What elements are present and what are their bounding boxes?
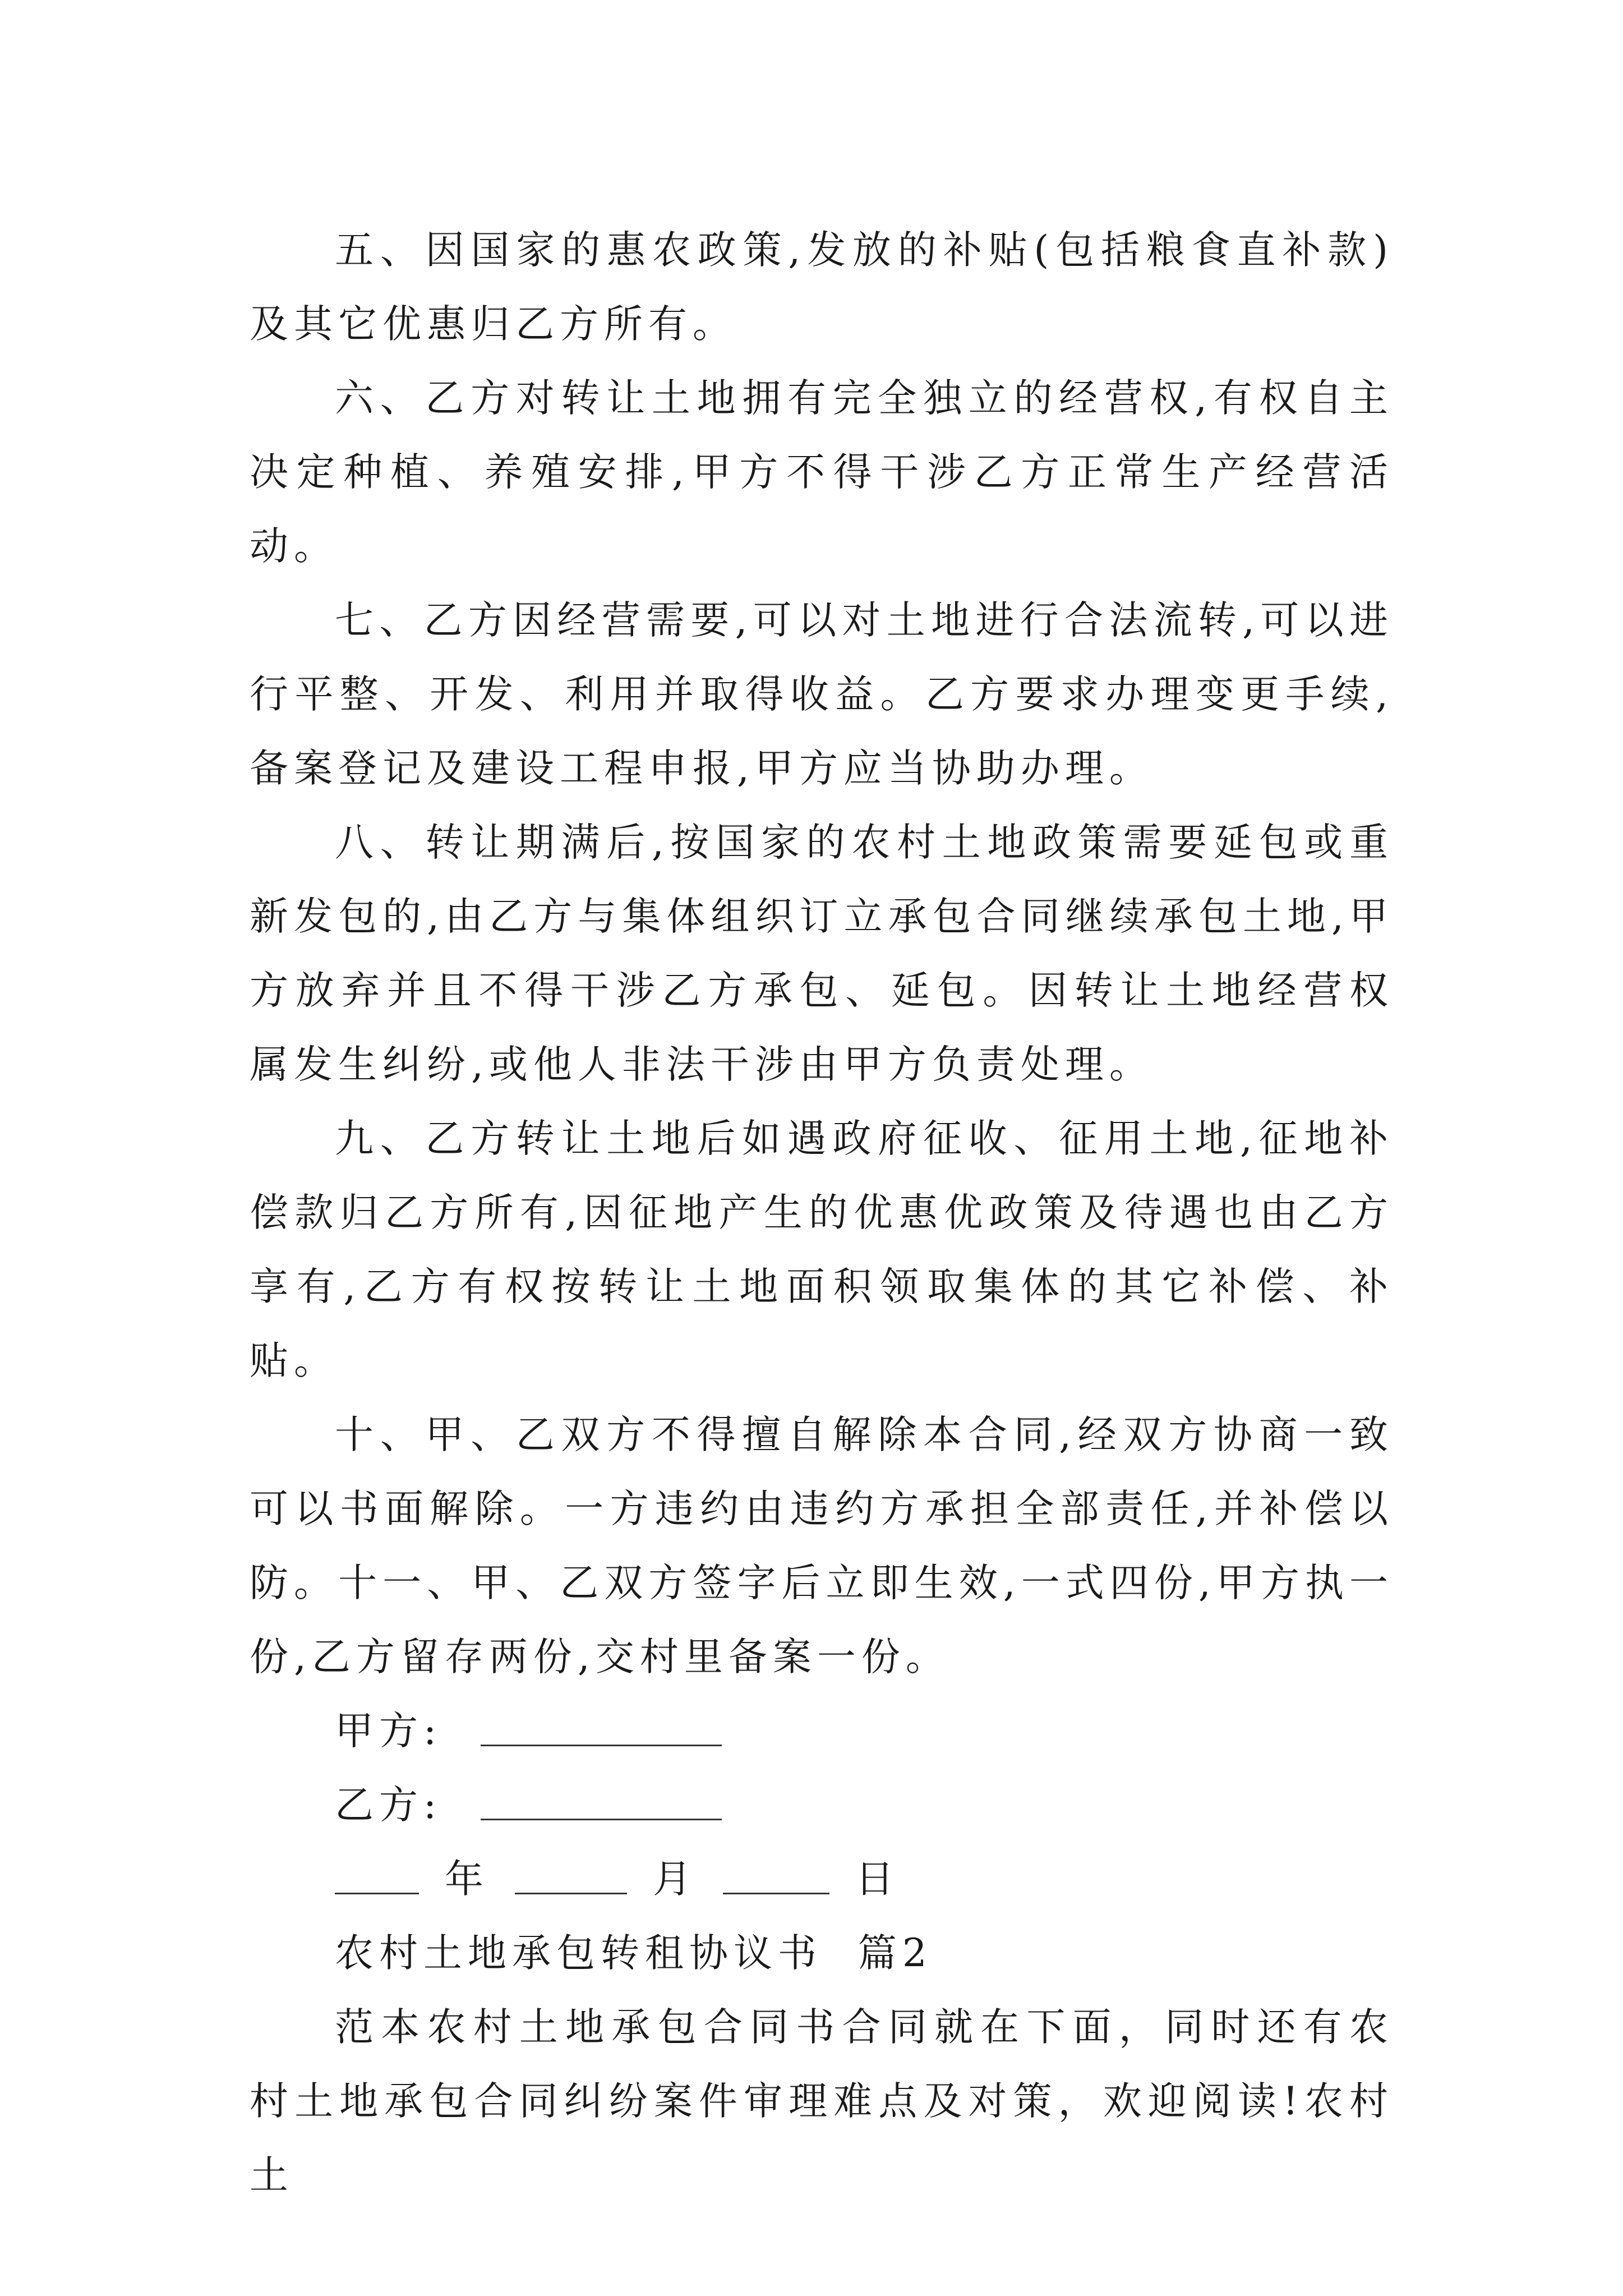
- day-blank[interactable]: [723, 1893, 829, 1894]
- clause-9: 九、乙方转让土地后如遇政府征收、征用土地,征地补偿款归乙方所有,因征地产生的优惠优政策及待遇也由乙方享有,乙方有权按转让土地面积领取集体的其它补偿、补贴。: [250, 1116, 1394, 1383]
- month-blank[interactable]: [515, 1893, 627, 1894]
- party-a-signature-line: [250, 1694, 1394, 1768]
- party-b-signature-line: [250, 1768, 1394, 1842]
- clause-5: 五、因国家的惠农政策,发放的补贴(包括粮食直补款)及其它优惠归乙方所有。: [250, 228, 1394, 347]
- clause-6: 六、乙方对转让土地拥有完全独立的经营权,有权自主决定种植、养殖安排,甲方不得干涉乙方正常生产经营活动。: [250, 376, 1394, 569]
- day-label: 日: [855, 1857, 900, 1902]
- party-a-signature-blank[interactable]: [481, 1745, 722, 1746]
- party-b-signature-blank[interactable]: [481, 1819, 722, 1820]
- intro-paragraph: 范本农村土地承包合同书合同就在下面，同时还有农村土地承包合同纠纷案件审理难点及对策，欢迎阅读!农村土: [250, 2005, 1394, 2198]
- year-label: 年: [445, 1857, 489, 1902]
- section-title: 农村土地承包转租协议书 篇2: [335, 1931, 933, 1976]
- year-blank[interactable]: [335, 1893, 419, 1894]
- clause-8: 八、转让期满后,按国家的农村土地政策需要延包或重新发包的,由乙方与集体组织订立承包合同继续承包土地,甲方放弃并且不得干涉乙方承包、延包。因转让土地经营权属发生纠纷,或他人非法干涉由甲方负责处理。: [250, 820, 1394, 1087]
- party-a-label: 甲方:: [335, 1709, 442, 1754]
- clause-7: 七、乙方因经营需要,可以对土地进行合法流转,可以进行平整、开发、利用并取得收益。乙方要求办理变更手续,备案登记及建设工程申报,甲方应当协助办理。: [250, 598, 1394, 791]
- document-body: [250, 213, 1394, 2212]
- party-b-label: 乙方:: [335, 1783, 442, 1828]
- clause-10: 十、甲、乙双方不得擅自解除本合同,经双方协商一致可以书面解除。一方违约由违约方承担全部责任,并补偿以防。十一、甲、乙双方签字后立即生效,一式四份,甲方执一份,乙方留存两份,交村里备案一份。: [250, 1412, 1394, 1680]
- month-label: 月: [653, 1857, 697, 1902]
- date-line: [250, 1842, 1394, 1916]
